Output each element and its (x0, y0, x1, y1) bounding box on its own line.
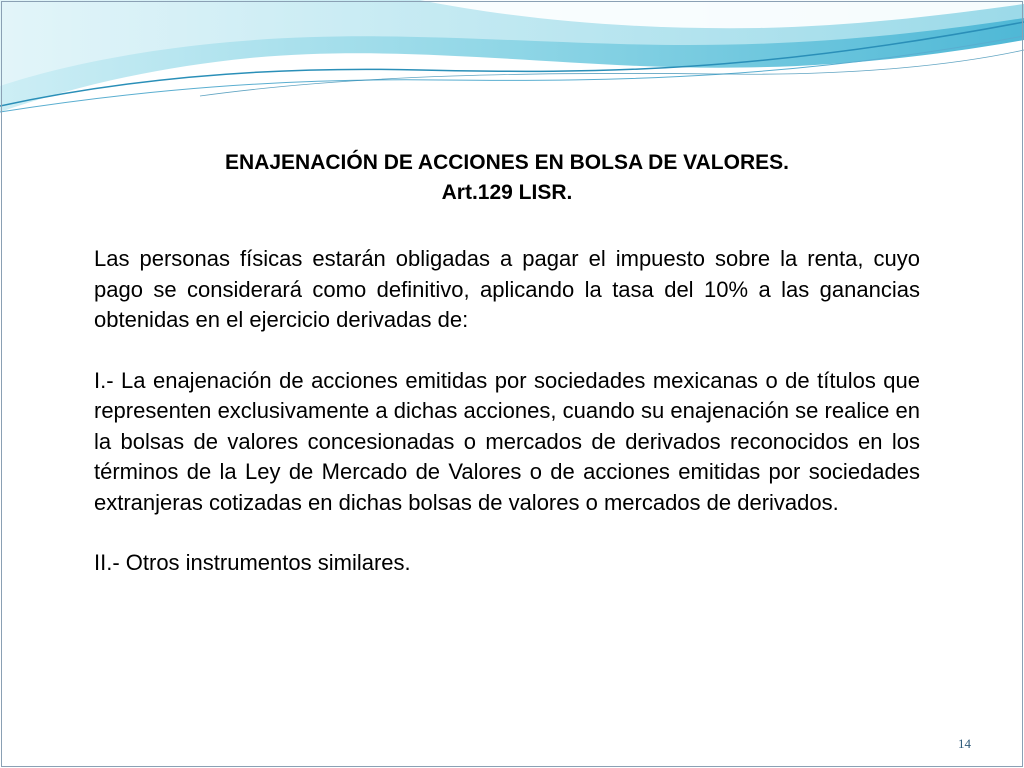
page-number: 14 (958, 736, 971, 751)
intro-paragraph: Las personas físicas estarán obligadas a pagar el impuesto sobre la renta, cuyo pago se considerará como definitivo, aplicando la tasa del 10% a las ganancias obtenidas en el ejercicio derivadas de: (94, 246, 920, 332)
slide-content (94, 148, 920, 579)
title-line-2: Art.129 LISR. (441, 181, 573, 204)
title-line-1: ENAJENACIÓN DE ACCIONES EN BOLSA DE VALORES. (225, 151, 789, 174)
header-wave-decoration (0, 0, 1024, 120)
item-2-paragraph: II.- Otros instrumentos similares. (94, 550, 411, 575)
slide-title (94, 148, 920, 208)
item-1-paragraph: I.- La enajenación de acciones emitidas por sociedades mexicanas o de títulos que representen exclusivamente a dichas acciones, cuando su enajenación se realice en la bolsas de valores concesionadas o mercados de derivados reconocidos en los términos de la Ley de Mercado de Valores o de acciones emitidas por sociedades extranjeras cotizadas en dichas bolsas de valores o mercados de derivados. (94, 367, 920, 515)
